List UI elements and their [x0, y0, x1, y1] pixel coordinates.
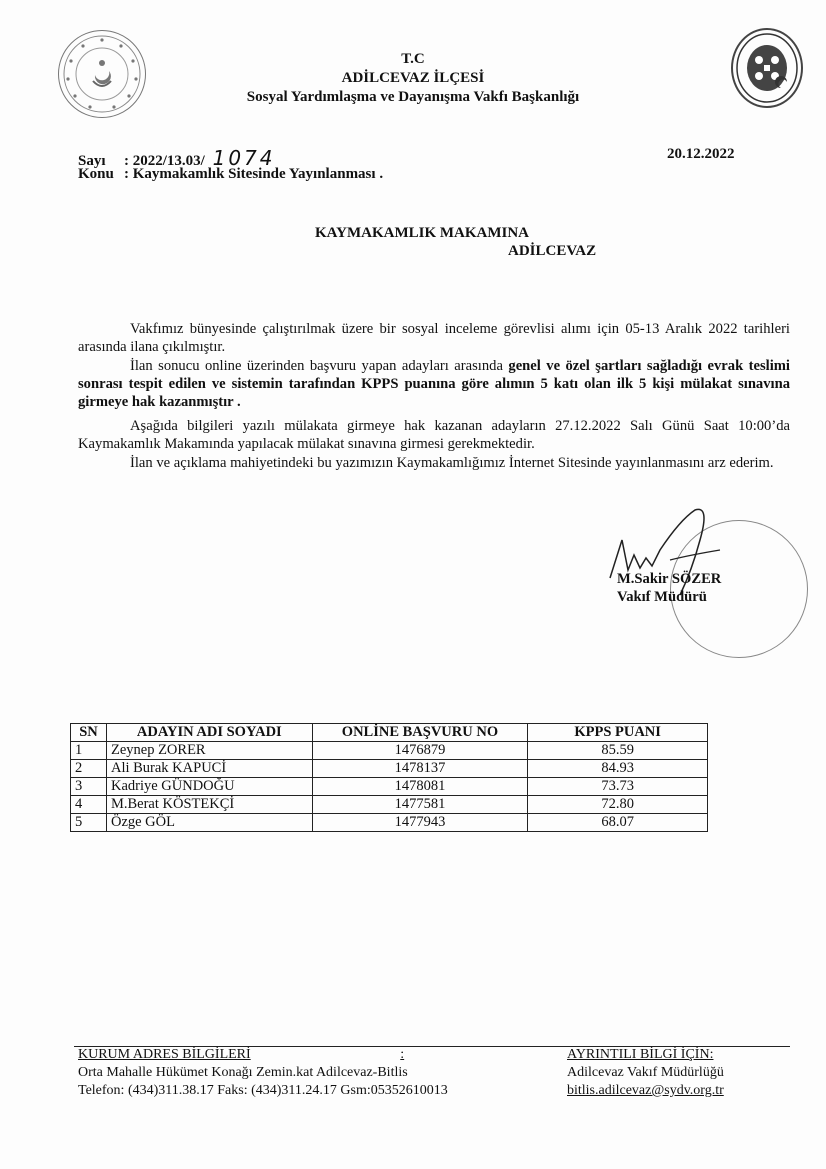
table-row	[71, 760, 708, 778]
table-header-row	[71, 724, 708, 742]
cell-application-no: 1477943	[312, 814, 528, 832]
cell-kpps-score: 73.73	[528, 778, 708, 796]
footer-address-block	[78, 1046, 448, 1100]
footer-contact-block	[567, 1046, 724, 1100]
header-sn: SN	[71, 724, 107, 742]
footer-contact-office: Adilcevaz Vakıf Müdürlüğü	[567, 1065, 724, 1080]
handwritten-number: 1074	[212, 146, 276, 170]
table-row	[71, 796, 708, 814]
cell-name: M.Berat KÖSTEKÇİ	[106, 796, 312, 814]
footer-contact-title: AYRINTILI BİLGİ İÇİN:	[567, 1047, 714, 1062]
sayi-label: Sayı	[78, 153, 106, 169]
footer-phone-line: Telefon: (434)311.38.17 Faks: (434)311.24.17 Gsm:05352610013	[78, 1083, 448, 1098]
body-paragraph-1: Vakfımız bünyesinde çalıştırılmak üzere bir sosyal inceleme görevlisi alımı için 05-13 Aralık 2022 tarihleri arasında ilana çıkılmıştır.	[78, 321, 790, 355]
cell-name: Özge GÖL	[106, 814, 312, 832]
cell-application-no: 1478137	[312, 760, 528, 778]
document-date: 20.12.2022	[667, 146, 735, 162]
footer-contact-email[interactable]: bitlis.adilcevaz@sydv.org.tr	[567, 1083, 724, 1098]
table-row	[71, 778, 708, 796]
body-paragraph-2	[78, 357, 790, 411]
sayi-value: : 2022/13.03/	[124, 153, 205, 169]
cell-kpps-score: 85.59	[528, 742, 708, 760]
cell-name: Kadriye GÜNDOĞU	[106, 778, 312, 796]
letterhead-line-district: ADİLCEVAZ İLÇESİ	[341, 70, 485, 86]
candidate-table	[70, 723, 708, 832]
footer-address-line: Orta Mahalle Hükümet Konağı Zemin.kat Adilcevaz-Bitlis	[78, 1065, 408, 1080]
signatory-name: M.Sakir SÖZER	[617, 571, 722, 587]
cell-name: Zeynep ZORER	[106, 742, 312, 760]
cell-sn: 1	[71, 742, 107, 760]
header-kpps-score: KPPS PUANI	[528, 724, 708, 742]
footer-address-title: KURUM ADRES BİLGİLERİ	[78, 1047, 251, 1062]
letterhead	[0, 50, 826, 107]
cell-name: Ali Burak KAPUCİ	[106, 760, 312, 778]
konu-value: : Kaymakamlık Sitesinde Yayınlanması .	[124, 166, 384, 182]
header-name: ADAYIN ADI SOYADI	[106, 724, 312, 742]
cell-application-no: 1478081	[312, 778, 528, 796]
cell-sn: 2	[71, 760, 107, 778]
body-paragraph-2-plain: İlan sonucu online üzerinden başvuru yapan adayları arasında	[130, 358, 509, 374]
signatory-title: Vakıf Müdürü	[617, 589, 707, 605]
header-application-no: ONLİNE BAŞVURU NO	[312, 724, 528, 742]
cell-kpps-score: 72.80	[528, 796, 708, 814]
body-paragraph-4: İlan ve açıklama mahiyetindeki bu yazımızın Kaymakamlığımız İnternet Sitesinde yayınlanmasını arz ederim.	[130, 455, 774, 471]
table-row	[71, 742, 708, 760]
letterhead-line-tc: T.C	[401, 51, 425, 67]
letterhead-line-foundation: Sosyal Yardımlaşma ve Dayanışma Vakfı Başkanlığı	[246, 89, 580, 105]
body-paragraph-3: Aşağıda bilgileri yazılı mülakata girmeye hak kazanan adayların 27.12.2022 Salı Günü Saat 10:00’da Kaymakamlık Makamında yapılacak mülakat sınavına girmesi gerekmektedir.	[78, 418, 790, 452]
cell-sn: 3	[71, 778, 107, 796]
konu-label: Konu	[78, 166, 114, 182]
subject-line	[78, 166, 383, 183]
cell-sn: 4	[71, 796, 107, 814]
cell-kpps-score: 68.07	[528, 814, 708, 832]
addressee-title: KAYMAKAMLIK MAKAMINA	[315, 225, 530, 241]
body-paragraph-2-bold: genel ve özel şartları sağladığı evrak teslimi sonrası tespit edilen ve sistemin tarafından KPPS puanına göre alımın 5 katı olan ilk 5 kişi mülakat sınavına girmeye hak kazanmıştır .	[78, 358, 790, 410]
addressee-city: ADİLCEVAZ	[508, 243, 597, 259]
table-row	[71, 814, 708, 832]
cell-sn: 5	[71, 814, 107, 832]
cell-kpps-score: 84.93	[528, 760, 708, 778]
cell-application-no: 1476879	[312, 742, 528, 760]
footer-address-colon: :	[400, 1047, 405, 1062]
cell-application-no: 1477581	[312, 796, 528, 814]
